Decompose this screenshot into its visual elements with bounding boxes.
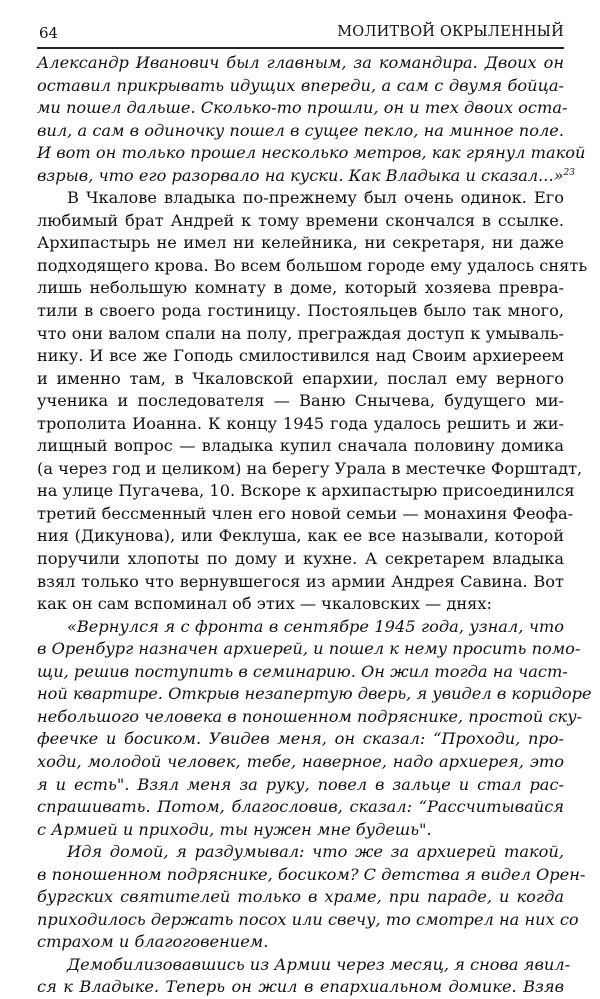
text-line xyxy=(37,616,564,639)
line-text: оставил прикрывать идущих впереди, а сам с двумя бойца- xyxy=(37,75,564,95)
text-line xyxy=(37,571,564,594)
text-line xyxy=(37,796,564,819)
text-line xyxy=(37,593,564,616)
line-text: Архипастырь не имел ни келейника, ни секретаря, ни даже xyxy=(37,233,564,253)
text-line xyxy=(37,97,568,120)
page-header xyxy=(37,22,564,44)
running-title: МОЛИТВОЙ ОКРЫЛЕННЫЙ xyxy=(337,24,564,40)
text-line xyxy=(37,548,564,571)
text-line xyxy=(37,774,564,797)
text-line xyxy=(37,413,564,436)
text-line xyxy=(37,390,564,413)
line-text: подходящего крова. Во всем большом городе ему удалось снять xyxy=(37,255,588,275)
text-line xyxy=(37,165,575,188)
line-text: взрыв, что его разорвало на куски. Как Владыка и сказал...» xyxy=(37,165,564,185)
page-number: 64 xyxy=(39,24,59,42)
line-text: любимый брат Андрей к тому времени скончался в ссылке. xyxy=(37,210,564,230)
line-text: небольшого человека в поношенном подряснике, простой ску- xyxy=(37,706,583,726)
line-text: тили в своего рода гостиницу. Постояльцев было так много, xyxy=(37,301,564,321)
text-line xyxy=(37,841,564,864)
line-text: как он сам вспоминал об этих — чкаловских — днях: xyxy=(37,594,492,614)
text-line xyxy=(37,232,564,255)
text-line xyxy=(37,909,579,932)
line-text: ми пошел дальше. Сколько-то прошли, он и тех двоих оста- xyxy=(37,98,568,118)
line-text: вил, а сам в одиночку пошел в сущее пекло, на минное поле. xyxy=(37,120,564,140)
header-rule xyxy=(37,47,564,49)
text-line xyxy=(37,277,564,300)
line-text: феечке и босиком. Увидев меня, он сказал: “Проходи, про- xyxy=(37,729,564,749)
line-text: «Вернулся я с фронта в сентябре 1945 года, узнал, что xyxy=(67,616,564,636)
text-line xyxy=(37,819,564,842)
line-text: ученика и последователя — Ваню Снычева, будущего ми- xyxy=(37,391,564,411)
line-text: спрашивать. Потом, благословив, сказал: “Рассчитывайся xyxy=(37,797,564,817)
line-text: трополита Иоанна. К концу 1945 года удалось решить и жи- xyxy=(37,413,564,433)
line-text: поручили хлопоты по дому и кухне. А секретарем владыка xyxy=(37,549,564,569)
text-line xyxy=(37,728,564,751)
line-text: и именно там, в Чкаловской епархии, послал ему верного xyxy=(37,368,564,388)
text-line xyxy=(37,751,564,774)
line-text: В Чкалове владыка по-прежнему был очень одинок. Его xyxy=(67,188,564,208)
text-line xyxy=(37,435,564,458)
line-text: Идя домой, я раздумывал: что же за архиерей такой, xyxy=(67,842,564,862)
text-line xyxy=(37,187,564,210)
text-line xyxy=(37,706,583,729)
text-line xyxy=(37,638,581,661)
line-text: в Оренбург назначен архиерей, и пошел к нему просить помо- xyxy=(37,639,581,659)
footnote-marker: 23 xyxy=(563,167,575,178)
text-line xyxy=(37,75,564,98)
text-line xyxy=(37,480,575,503)
text-line xyxy=(37,503,574,526)
text-line xyxy=(37,886,564,909)
text-line xyxy=(37,345,564,368)
line-text: бургских святителей только в храме, при параде, и когда xyxy=(37,887,564,907)
line-text: ния (Дикунова), или Феклуша, как ее все называли, которой xyxy=(37,526,564,546)
line-text: взял только что вернувшегося из армии Андрея Савина. Вот xyxy=(37,571,564,591)
text-line xyxy=(37,458,583,481)
text-line xyxy=(37,976,564,999)
line-text: в поношенном подряснике, босиком? С детства я видел Орен- xyxy=(37,864,586,884)
text-line xyxy=(37,120,564,143)
line-text: щи, решив поступить в семинарию. Он жил тогда на част- xyxy=(37,661,568,681)
text-line xyxy=(37,142,586,165)
line-text: ной квартире. Открыв незапертую дверь, я увидел в коридоре xyxy=(37,684,592,704)
text-line xyxy=(37,255,588,278)
line-text: И вот он только прошел несколько метров, как грянул такой xyxy=(37,143,586,163)
text-line xyxy=(37,661,568,684)
text-line xyxy=(37,323,564,346)
text-line xyxy=(37,931,564,954)
line-text: лишь небольшую комнату в доме, который хозяева превра- xyxy=(37,278,564,298)
text-line xyxy=(37,300,564,323)
line-text: Демобилизовавшись из Армии через месяц, я снова явил- xyxy=(67,954,571,974)
line-text: Александр Иванович был главным, за командира. Двоих он xyxy=(37,53,564,72)
body-text xyxy=(37,52,592,999)
line-text: лищный вопрос — владыка купил сначала половину домика xyxy=(37,436,564,456)
line-text: страхом и благоговением. xyxy=(37,932,269,952)
text-line xyxy=(37,368,564,391)
text-line xyxy=(37,864,586,887)
text-line xyxy=(37,210,564,233)
line-text: приходилось держать посох или свечу, то смотрел на них со xyxy=(37,909,579,929)
text-line xyxy=(37,525,564,548)
text-line xyxy=(37,683,592,706)
line-text: нику. И все же Гоподь смилостивился над Своим архиереем xyxy=(37,346,564,366)
line-text: (а через год и целиком) на берегу Урала в местечке Форштадт, xyxy=(37,458,583,478)
line-text: что они валом спали на полу, преграждая доступ к умываль- xyxy=(37,323,564,343)
text-line xyxy=(37,954,571,977)
line-text: третий бессменный член его новой семьи — монахиня Феофа- xyxy=(37,503,574,523)
line-text: ходи, молодой человек, тебе, наверное, надо архиерея, это xyxy=(37,751,564,771)
line-text: с Армией и приходи, ты нужен мне будешь". xyxy=(37,819,432,839)
line-text: я и есть". Взял меня за руку, повел в зальце и стал рас- xyxy=(37,774,564,794)
line-text: на улице Пугачева, 10. Вскоре к архипастырю присоединился xyxy=(37,481,575,501)
line-text: ся к Владыке. Теперь он жил в епархиальном домике. Взяв xyxy=(37,977,564,997)
text-line xyxy=(37,52,564,75)
